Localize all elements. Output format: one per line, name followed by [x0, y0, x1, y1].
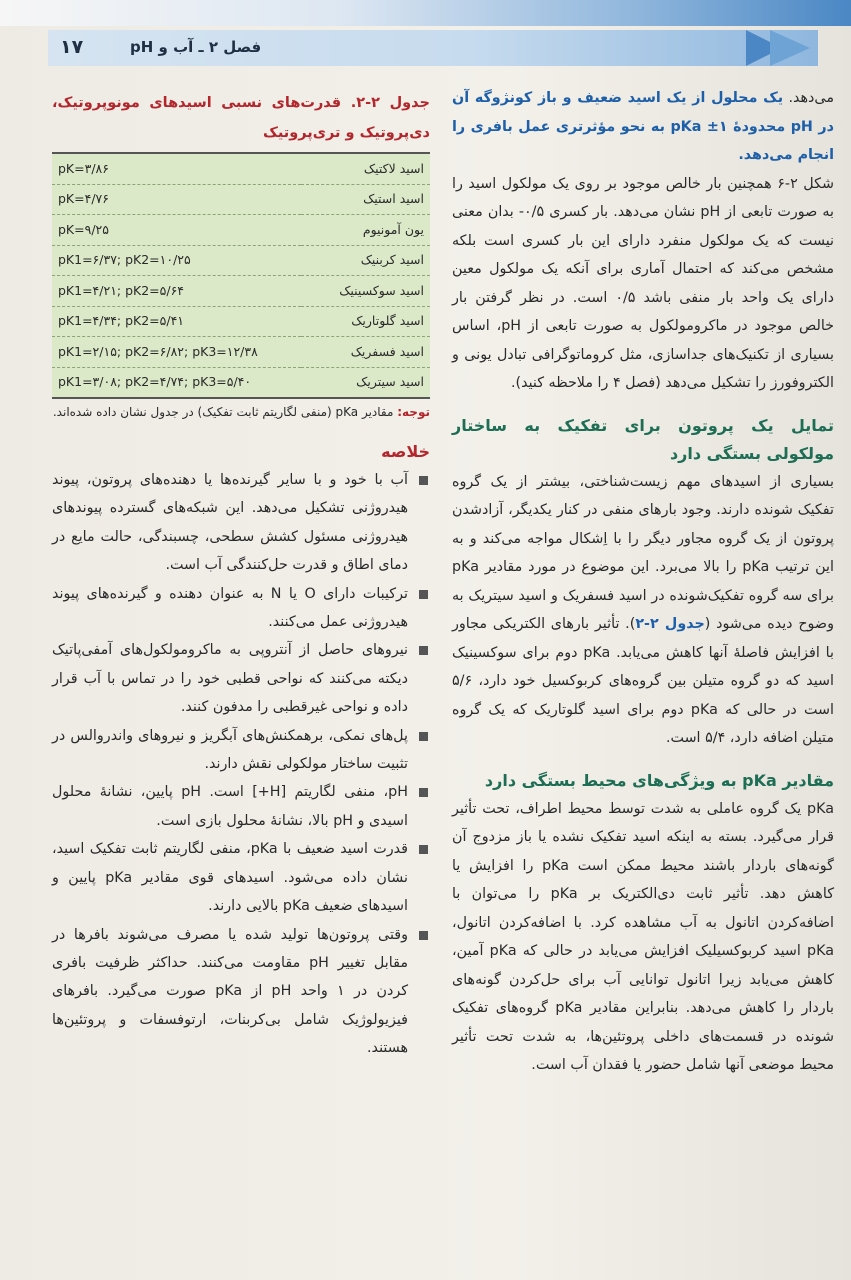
table-row: [52, 215, 430, 246]
left-column: [52, 88, 430, 1063]
table-reference-link[interactable]: جدول ۲-۲: [635, 616, 705, 632]
summary-item: ترکیبات دارای O یا N به عنوان دهنده و گیرنده‌های پیوند هیدروژنی عمل می‌کنند.: [52, 580, 430, 637]
summary-item: قدرت اسید ضعیف با pKa، منفی لگاریتم ثابت تفکیک اسید، نشان داده می‌شود. اسیدهای قوی مقادیر pKa پایین و اسیدهای ضعیف pKa بالایی دارند.: [52, 835, 430, 920]
table-note-label: توجه:: [397, 405, 430, 419]
table-row: [52, 306, 430, 337]
acid-name: اسید لاکتیک: [301, 153, 430, 184]
acid-pk-value: pK1=۴/۳۴; pK2=۵/۴۱: [52, 306, 301, 337]
paragraph-environment: pKa یک گروه عاملی به شدت توسط محیط اطراف، تحت تأثیر قرار می‌گیرد. بسته به اینکه اسید تفکیک نشده یا باز مزدوج آن گونه‌های باردار باشند محیط ممکن است pKa را افزایش یا کاهش دهد. تأثیر ثابت دی‌الکتریک بر pKa را می‌توان با اضافه‌کردن اتانول به آب مشاهده کرد. با اضافه‌کردن اتانول، pKa اسید کربوکسیلیک افزایش می‌یابد در حالی که pKa آمین، کاهش می‌یابد زیرا اتانول توانایی آب برای حل‌کردن گونه‌های باردار را کاهش می‌دهد. بنابراین مقادیر pKa گروه‌های تفکیک شونده در قسمت‌های داخلی پروتئین‌ها، به شدت تحت تأثیر محیط موضعی آنها شامل حضور یا فقدان آب است.: [452, 800, 834, 1073]
summary-item: پل‌های نمکی، برهمکنش‌های آبگریز و نیروهای واندروالس در تثبیت ساختار مولکولی نقش دارند.: [52, 722, 430, 779]
paragraph-polyprotic-part1: بسیاری از اسیدهای مهم زیست‌شناختی، بیشتر از یک گروه تفکیک شونده دارند. وجود بارهای منفی در کنار یکدیگر، آزادشدن پروتون از یک گروه مجاور دیگر را با اِشکال مواجه می‌کند و به این ترتیب pKa را بالا می‌برد. این موضوع در مورد مقادیر pKa برای سه گروه تفکیک‌شونده در اسید فسفریک و اسید سیتریک به وضوح دیده می‌شود (: [452, 473, 835, 632]
right-column: [452, 84, 834, 1080]
acid-strength-table: [52, 152, 430, 399]
acid-name: اسید گلوتاریک: [301, 306, 430, 337]
acid-name: یون آمونیوم: [301, 215, 430, 246]
acid-pk-value: pK=۴/۷۶: [52, 184, 301, 215]
summary-item: وقتی پروتون‌ها تولید شده یا مصرف می‌شوند بافرها در مقابل تغییر pH مقاومت می‌کنند. حداکثر ظرفیت بافری کردن در ۱ واحد pH از pKa صورت می‌گیرد. بافرهای فیزیولوژیک شامل بی‌کربنات، ارتوفسفات و پروتئین‌ها هستند.: [52, 921, 430, 1063]
summary-item: نیروهای حاصل از آنتروپی به ماکرومولکول‌های آمفی‌پاتیک دیکته می‌کنند که نواحی قطبی خود را در تماس با آب قرار داده و نواحی غیرقطبی را مدفون کنند.: [52, 636, 430, 721]
acid-name: اسید سوکسینیک: [301, 276, 430, 307]
acid-pk-value: pK=۹/۲۵: [52, 215, 301, 246]
chapter-title: فصل ۲ ـ آب و pH: [130, 38, 262, 56]
acid-pk-value: pK1=۳/۰۸; pK2=۴/۷۴; pK3=۵/۴۰: [52, 367, 301, 398]
intro-highlight-text: یک محلول از یک اسید ضعیف و باز کونژوگه آن در pH محدودهٔ pKa ±۱ به نحو مؤثرتری عمل بافری را انجام می‌دهد.: [452, 90, 834, 163]
paragraph-polyprotic: [452, 468, 834, 753]
header-arrow-decoration: [770, 30, 810, 66]
table-row: [52, 245, 430, 276]
acid-pk-value: pK1=۶/۳۷; pK2=۱۰/۲۵: [52, 245, 301, 276]
acid-pk-value: pK1=۴/۲۱; pK2=۵/۶۴: [52, 276, 301, 307]
summary-title: خلاصه: [381, 442, 430, 461]
summary-list: [52, 466, 430, 1063]
table-row: [52, 184, 430, 215]
paragraph-net-charge: شکل ۲-۶ همچنین بار خالص موجود بر روی یک مولکول اسید را به صورت تابعی از pH نشان می‌دهد. بار کسری ۰/۵- بدان معنی نیست که یک مولکول منفرد دارای این بار کسری است بلکه مشخص می‌کند که احتمال آماری برای آنکه یک مولکول معین دارای یک واحد بار منفی باشد ۰/۵ است. در نظر گرفتن بار خالص موجود در ماکرومولکول به صورت تابعی از pH، اساس بسیاری از تکنیک‌های جداسازی، مثل کروماتوگرافی تبادل یونی و الکتروفورز را تشکیل می‌دهد (فصل ۴ را ملاحظه کنید).: [452, 175, 835, 391]
table-row: [52, 337, 430, 368]
summary-item: pH، منفی لگاریتم [H+] است. pH پایین، نشانهٔ محلول اسیدی و pH بالا، نشانهٔ محلول بازی است.: [52, 778, 430, 835]
section-title-environment: مقادیر pKa به ویژگی‌های محیط بستگی دارد: [484, 770, 834, 790]
acid-name: اسید سیتریک: [301, 367, 430, 398]
table-note: [52, 403, 430, 422]
acid-pk-value: pK=۳/۸۶: [52, 153, 301, 184]
acid-name: اسید کربنیک: [301, 245, 430, 276]
section-title-dissociation: تمایل یک پروتون برای تفکیک به ساختار مولکولی بستگی دارد: [452, 415, 834, 463]
table-row: [52, 276, 430, 307]
intro-plain-text: می‌دهد.: [783, 90, 834, 106]
acid-name: اسید فسفریک: [301, 337, 430, 368]
acid-pk-value: pK1=۲/۱۵; pK2=۶/۸۲; pK3=۱۲/۳۸: [52, 337, 301, 368]
table-row: [52, 367, 430, 398]
table-note-text: مقادیر pKa (منفی لگاریتم ثابت تفکیک) در جدول نشان داده شده‌اند.: [52, 405, 398, 419]
acid-name: اسید استیک: [301, 184, 430, 215]
table-title: جدول ۲-۲. قدرت‌های نسبی اسیدهای مونوپروتیک، دی‌پروتیک و تری‌پروتیک: [52, 95, 431, 141]
table-row: [52, 153, 430, 184]
intro-paragraph: [452, 84, 834, 170]
summary-item: آب با خود و با سایر گیرنده‌ها یا دهنده‌های پروتون، پیوند هیدروژنی تشکیل می‌دهد. این شبکه‌های گسترده پیوندهای هیدروژنی مسئول کشش سطحی، چسبندگی، حالت مایع در دمای اطاق و قدرت حل‌کنندگی آب است.: [52, 466, 430, 580]
paragraph-polyprotic-part2: ). تأثیر بارهای الکتریکی مجاور با افزایش فاصلهٔ آنها کاهش می‌یابد. pKa دوم برای سوکسینیک اسید که دو گروه متیلن بین گروه‌های کربوکسیل خود دارد، ۵/۶ است در حالی که pKa دوم برای اسید گلوتاریک که یک گروه متیلن اضافه دارد، ۵/۴ است.: [452, 616, 835, 746]
page-number: ۱۷: [60, 36, 84, 58]
top-color-band: [0, 0, 851, 26]
